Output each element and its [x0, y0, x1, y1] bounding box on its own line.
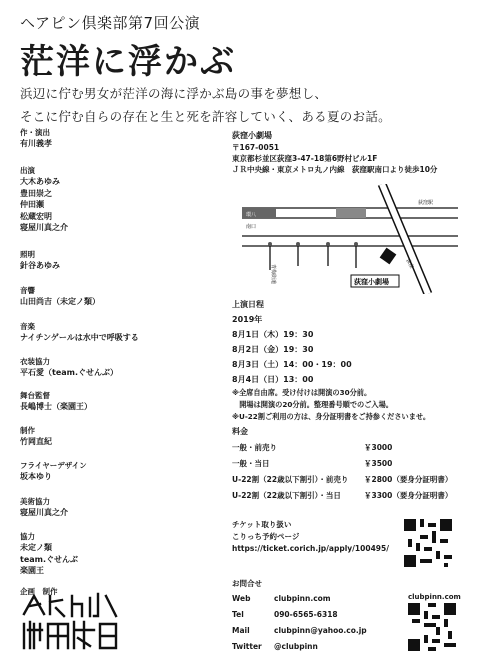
credit-role: フライヤーデザイン	[20, 461, 87, 470]
credit-role: 照明	[20, 250, 35, 259]
synopsis-line: そこに佇む自らの存在と生と死を許容していく、ある夏のお話。	[20, 109, 391, 124]
credit-music	[20, 321, 139, 344]
ticket-qr-code	[404, 519, 452, 571]
map-road-label: 環八	[246, 212, 257, 218]
credit-name: 竹岡直紀	[20, 437, 52, 446]
synopsis	[20, 82, 468, 128]
credit-name: 楽園王	[20, 566, 44, 575]
credit-role: 舞台監督	[20, 391, 50, 400]
credit-art-support	[20, 496, 68, 519]
venue-name: 荻窪小劇場	[232, 131, 272, 140]
train-marker	[336, 208, 366, 218]
credit-production	[20, 425, 52, 448]
venue-address: 東京都杉並区荻窪3-47-18第6野村ビル1F	[232, 154, 378, 163]
credit-role: 出演	[20, 166, 35, 175]
schedule-section	[232, 297, 472, 423]
credit-name: 山田尚吉（未定ノ類）	[20, 297, 100, 306]
map-venue-label: 荻窪小劇場	[354, 278, 389, 286]
contact-value[interactable]: clubpinn.com	[274, 594, 331, 603]
synopsis-line: 浜辺に佇む男女が茫洋の海に浮かぶ島の事を夢想し、	[20, 86, 328, 101]
price-label: 一般・当日	[232, 459, 270, 468]
credit-name: ナイチンゲールは水中で呼吸する	[20, 333, 139, 342]
troupe-logo	[20, 590, 120, 656]
credit-support	[20, 531, 78, 577]
ticket-heading: チケット取り扱い	[232, 520, 292, 529]
map-label: 青梅街道	[270, 264, 276, 285]
credit-name: 豊田崇之	[20, 188, 52, 198]
schedule-date: 8月3日（土）14：00・19：00	[232, 360, 352, 369]
credit-sound	[20, 285, 100, 308]
contact-qr-code	[408, 603, 456, 655]
credit-role: 制作	[20, 426, 35, 435]
venue-access: ＪＲ中央線・東京メトロ丸ノ内線 荻窪駅南口より徒歩10分	[232, 165, 438, 174]
price-value: ￥2800（要身分証明書）	[364, 475, 453, 484]
contact-key: Mail	[232, 626, 250, 635]
credit-name: 仲田瀬	[20, 200, 44, 209]
credit-costume	[20, 356, 118, 379]
credit-name: 大木あゆみ	[20, 177, 60, 186]
credit-role: 衣装協力	[20, 357, 50, 366]
contact-value[interactable]: clubpinn@yahoo.co.jp	[274, 626, 367, 635]
credit-name: 坂本ゆり	[20, 472, 52, 481]
schedule-date: 8月4日（日）13：00	[232, 375, 314, 384]
credit-role: 美術協力	[20, 497, 50, 506]
troupe-subtitle: ヘアピン倶楽部第7回公演	[20, 14, 201, 32]
contact-key: Twitter	[232, 642, 262, 651]
credit-role: 音楽	[20, 322, 35, 331]
price-label: U-22割（22歳以下割引）・前売り	[232, 475, 349, 484]
contact-value[interactable]: 090-6565-6318	[274, 610, 338, 619]
schedule-date: 8月2日（金）19：30	[232, 345, 314, 354]
price-value: ￥3000	[364, 443, 393, 452]
credit-director	[20, 127, 52, 150]
credit-role: 音響	[20, 286, 35, 295]
schedule-note: 開場は開演の20分前。整理番号順でのご入場。	[232, 400, 393, 409]
credit-name: 平石愛（team.ぐせんぶ）	[20, 368, 119, 377]
ticket-url[interactable]: https://ticket.corich.jp/apply/100495/	[232, 544, 389, 553]
schedule-year: 2019年	[232, 315, 263, 324]
credit-role: 企画 制作	[20, 587, 58, 596]
ticket-subheading: こりっち予約ページ	[232, 532, 300, 541]
schedule-note: ※全席自由席。受け付けは開演の30分前。	[232, 388, 372, 397]
price-label: U-22割（22歳以下割引）・当日	[232, 491, 341, 500]
credit-lighting	[20, 249, 60, 272]
schedule-date: 8月1日（木）19：30	[232, 330, 314, 339]
map-label: 南口	[246, 224, 257, 230]
credit-role: 協力	[20, 532, 35, 541]
schedule-note: ※U-22割ご利用の方は、身分証明書をご持参くださいませ。	[232, 412, 431, 421]
contact-key: Web	[232, 594, 251, 603]
credit-name: 未定ノ類	[20, 543, 52, 552]
credit-stage-manager	[20, 390, 92, 413]
credit-role: 作・演出	[20, 128, 50, 137]
price-heading: 料金	[232, 427, 248, 436]
price-value: ￥3300（要身分証明書）	[364, 491, 453, 500]
contact-value[interactable]: @clubpinn	[274, 642, 318, 651]
credit-name: 寝屋川真之介	[20, 508, 68, 517]
schedule-heading: 上演日程	[232, 300, 264, 309]
map-label: 荻窪駅	[418, 200, 434, 206]
troupe-logo-graphic	[20, 590, 120, 652]
venue-postal: 〒167-0051	[232, 143, 280, 152]
venue-marker	[380, 248, 397, 265]
ticket-section	[232, 519, 389, 555]
price-value: ￥3500	[364, 459, 393, 468]
play-title: 茫洋に浮かぶ	[20, 42, 236, 82]
contact-heading: お問合せ	[232, 579, 262, 588]
credit-name: 松蔵宏明	[20, 211, 52, 221]
credit-name: 寝屋川真之介	[20, 223, 68, 232]
price-label: 一般・前売り	[232, 443, 277, 452]
credit-flyer-design	[20, 460, 87, 483]
credit-name: 有川義孝	[20, 139, 52, 148]
credit-name: 針谷あゆみ	[20, 261, 60, 270]
credit-name: team.ぐせんぶ	[20, 554, 79, 564]
credit-name: 長嶋博士（楽園王）	[20, 402, 92, 411]
contact-qr-caption: clubpinn.com	[408, 593, 461, 601]
map-station-label: 荻窪	[404, 258, 415, 270]
venue-map	[232, 184, 458, 298]
contact-key: Tel	[232, 610, 244, 619]
credit-cast	[20, 165, 68, 234]
